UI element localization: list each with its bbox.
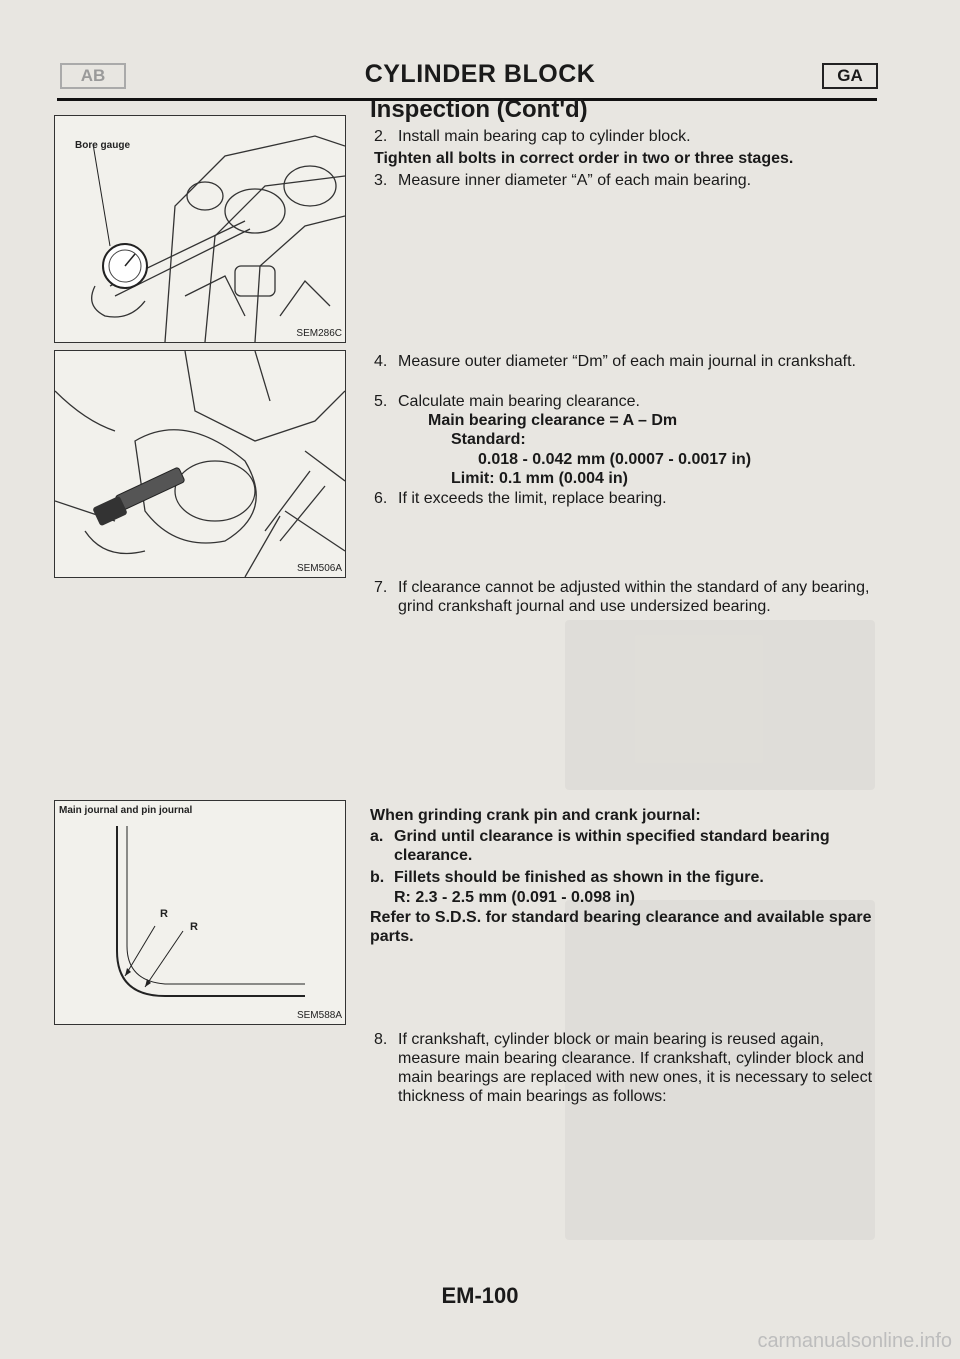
fillet-diagram: [55, 801, 345, 1024]
clearance-formula: Main bearing clearance = A – Dm: [428, 412, 678, 429]
section-badge-left: AB: [60, 63, 126, 89]
page-title: CYLINDER BLOCK: [364, 60, 596, 88]
limit-value: Limit: 0.1 mm (0.004 in): [451, 470, 628, 487]
step-7: 7. If clearance cannot be adjusted within the standard of any bearing, grind crankshaft journal and use undersized bearing.: [374, 579, 870, 615]
engine-badge: GA: [822, 63, 878, 89]
fillet-figure-label: Main journal and pin journal: [59, 805, 193, 816]
radius-label-2: R: [190, 921, 198, 933]
step-8: 8. If crankshaft, cylinder block or main bearing is reused again, measure main bearing clearance. If crankshaft, cylinder block and main bearings are replaced with new ones, it is necessary to select thickness of main bearings as follows:: [374, 1031, 873, 1105]
step-6: 6. If it exceeds the limit, replace bearing.: [374, 490, 667, 507]
figure-crankshaft-measure: [54, 350, 346, 578]
sds-reference: Refer to S.D.S. for standard bearing clearance and available spare parts.: [370, 909, 872, 945]
grinding-step-b: b. Fillets should be finished as shown in the figure.: [370, 869, 764, 886]
step-5: 5. Calculate main bearing clearance.: [374, 393, 640, 410]
fillet-value: R: 2.3 - 2.5 mm (0.091 - 0.098 in): [394, 889, 635, 906]
figure-fillet: [54, 800, 346, 1025]
standard-label: Standard:: [451, 431, 526, 448]
step-4: 4. Measure outer diameter “Dm” of each main journal in crankshaft.: [374, 353, 856, 370]
standard-value: 0.018 - 0.042 mm (0.0007 - 0.0017 in): [478, 451, 752, 468]
figure-code: SEM286C: [296, 328, 342, 339]
watermark: carmanualsonline.info: [757, 1330, 952, 1352]
step-2: 2. Install main bearing cap to cylinder block.: [374, 128, 691, 145]
figure-bore-gauge: [54, 115, 346, 343]
page-number: EM-100: [441, 1283, 519, 1308]
tighten-instruction: Tighten all bolts in correct order in two or three stages.: [374, 150, 794, 167]
figure-code: SEM588A: [296, 1010, 342, 1021]
bore-gauge-label: Bore gauge: [75, 140, 131, 151]
crankshaft-illustration: [55, 351, 345, 577]
grinding-step-a: a. Grind until clearance is within specified standard bearing clearance.: [370, 828, 830, 864]
bleed-through-shape: [565, 620, 875, 790]
step-3: 3. Measure inner diameter “A” of each main bearing.: [374, 172, 752, 189]
section-title: Inspection (Cont'd): [370, 96, 588, 123]
grinding-heading: When grinding crank pin and crank journal:: [370, 807, 701, 824]
figure-code: SEM506A: [296, 563, 342, 574]
radius-label-1: R: [160, 908, 168, 920]
